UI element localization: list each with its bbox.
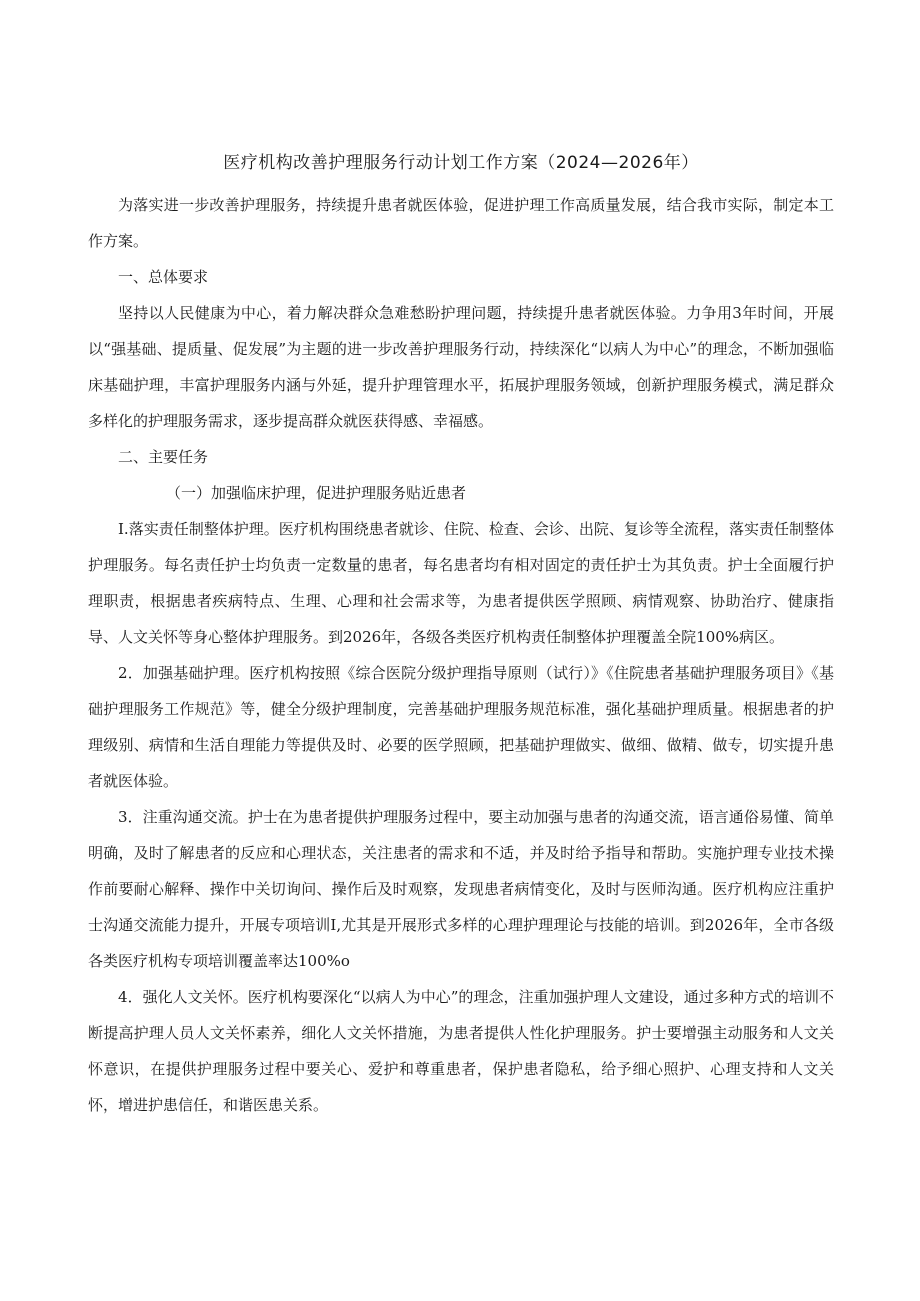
task-item-2: 2．加强基础护理。医疗机构按照《综合医院分级护理指导原则（试行）》《住院患者基础护理服务项目》《基础护理服务工作规范》等，健全分级护理制度，完善基础护理服务规范标准，强化基础护理质量。根据患者的护理级别、病情和生活自理能力等提供及时、必要的医学照顾，把基础护理做实、做细、做精、做专，切实提升患者就医体验。 bbox=[88, 664, 834, 790]
section-body-overall: 坚持以人民健康为中心，着力解决群众急难愁盼护理问题，持续提升患者就医体验。力争用3年时间，开展以“强基础、提质量、促发展”为主题的进一步改善护理服务行动，持续深化“以病人为中心”的理念，不断加强临床基础护理，丰富护理服务内涵与外延，提升护理管理水平，拓展护理服务领域，创新护理服务模式，满足群众多样化的护理服务需求，逐步提高群众就医获得感、幸福感。 bbox=[88, 304, 834, 430]
section-heading-overall: 一、总体要求 bbox=[118, 268, 209, 286]
subsection-heading-clinical: （一）加强临床护理，促进护理服务贴近患者 bbox=[166, 484, 467, 502]
document-page bbox=[88, 140, 834, 1123]
document-title: 医疗机构改善护理服务行动计划工作方案（2024—2026年） bbox=[223, 153, 699, 173]
task-item-1: I.落实责任制整体护理。医疗机构围绕患者就诊、住院、检查、会诊、出院、复诊等全流程，落实责任制整体护理服务。每名责任护士均负责一定数量的患者，每名患者均有相对固定的责任护士为其负责。护士全面履行护理职责，根据患者疾病特点、生理、心理和社会需求等，为患者提供医学照顾、病情观察、协助治疗、健康指导、人文关怀等身心整体护理服务。到2026年，各级各类医疗机构责任制整体护理覆盖全院100%病区。 bbox=[88, 520, 834, 646]
intro-paragraph: 为落实进一步改善护理服务，持续提升患者就医体验，促进护理工作高质量发展，结合我市实际，制定本工作方案。 bbox=[88, 196, 834, 250]
task-item-4: 4．强化人文关怀。医疗机构要深化“以病人为中心”的理念，注重加强护理人文建设，通过多种方式的培训不断提高护理人员人文关怀素养，细化人文关怀措施，为患者提供人性化护理服务。护士要增强主动服务和人文关怀意识，在提供护理服务过程中要关心、爱护和尊重患者，保护患者隐私，给予细心照护、心理支持和人文关怀，增进护患信任，和谐医患关系。 bbox=[88, 988, 834, 1114]
section-heading-tasks: 二、主要任务 bbox=[118, 448, 209, 466]
task-item-3: 3．注重沟通交流。护士在为患者提供护理服务过程中，要主动加强与患者的沟通交流，语言通俗易懂、简单明确，及时了解患者的反应和心理状态，关注患者的需求和不适，并及时给予指导和帮助。实施护理专业技术操作前要耐心解释、操作中关切询问、操作后及时观察，发现患者病情变化，及时与医师沟通。医疗机构应注重护士沟通交流能力提升，开展专项培训I,尤其是开展形式多样的心理护理理论与技能的培训。到2026年，全市各级各类医疗机构专项培训覆盖率达100%o bbox=[88, 808, 834, 970]
